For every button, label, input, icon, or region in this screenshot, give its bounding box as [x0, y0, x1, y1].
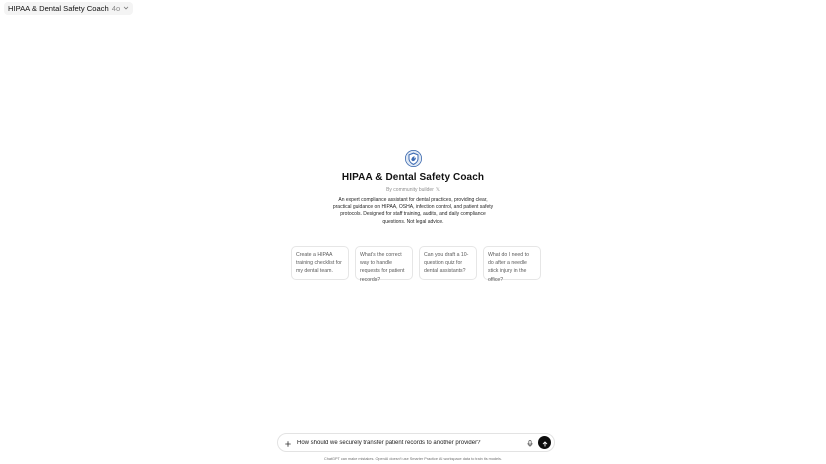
- starter-text: Create a HIPAA training checklist for my dental team.: [296, 252, 342, 275]
- attach-button[interactable]: [284, 439, 292, 447]
- gpt-description: An expert compliance assistant for dental practices, providing clear, practical guidance on HIPAA, OSHA, infection control, and patient safety protocols. Designed for staff training, audits, and daily compliance questions. Not legal advice.: [332, 197, 494, 225]
- starter-text: What do I need to do after a needle stick injury in the office?: [488, 252, 529, 283]
- starter-card[interactable]: [291, 246, 349, 280]
- starter-card[interactable]: [483, 246, 541, 283]
- gpt-byline: [0, 187, 826, 193]
- gpt-hero: [0, 150, 826, 226]
- model-selector[interactable]: [4, 2, 133, 15]
- message-input[interactable]: [297, 437, 525, 449]
- starter-text: Can you draft a 10-question quiz for dental assistants?: [424, 252, 469, 275]
- message-composer: [277, 433, 555, 452]
- gpt-title: HIPAA & Dental Safety Coach: [341, 172, 485, 183]
- starter-card[interactable]: [355, 246, 413, 283]
- conversation-starters: [291, 246, 541, 283]
- voice-input-button[interactable]: [525, 438, 534, 447]
- model-version-label: 4o: [111, 4, 121, 13]
- model-selector-label: HIPAA & Dental Safety Coach: [8, 4, 109, 13]
- x-icon[interactable]: 𝕏: [435, 187, 440, 193]
- chevron-down-icon: [123, 4, 129, 13]
- arrow-up-icon: [542, 434, 548, 452]
- send-button[interactable]: [538, 436, 551, 449]
- plus-icon: [285, 434, 291, 452]
- gpt-logo: [405, 150, 422, 167]
- microphone-icon: [527, 434, 533, 452]
- byline-text: By community builder: [386, 187, 434, 193]
- disclaimer-note: ChatGPT can make mistakes. OpenAI doesn't use Smarter Practice AI workspace data to train its models.: [324, 457, 502, 461]
- starter-text: What's the correct way to handle requests for patient records?: [360, 252, 405, 283]
- starter-card[interactable]: [419, 246, 477, 280]
